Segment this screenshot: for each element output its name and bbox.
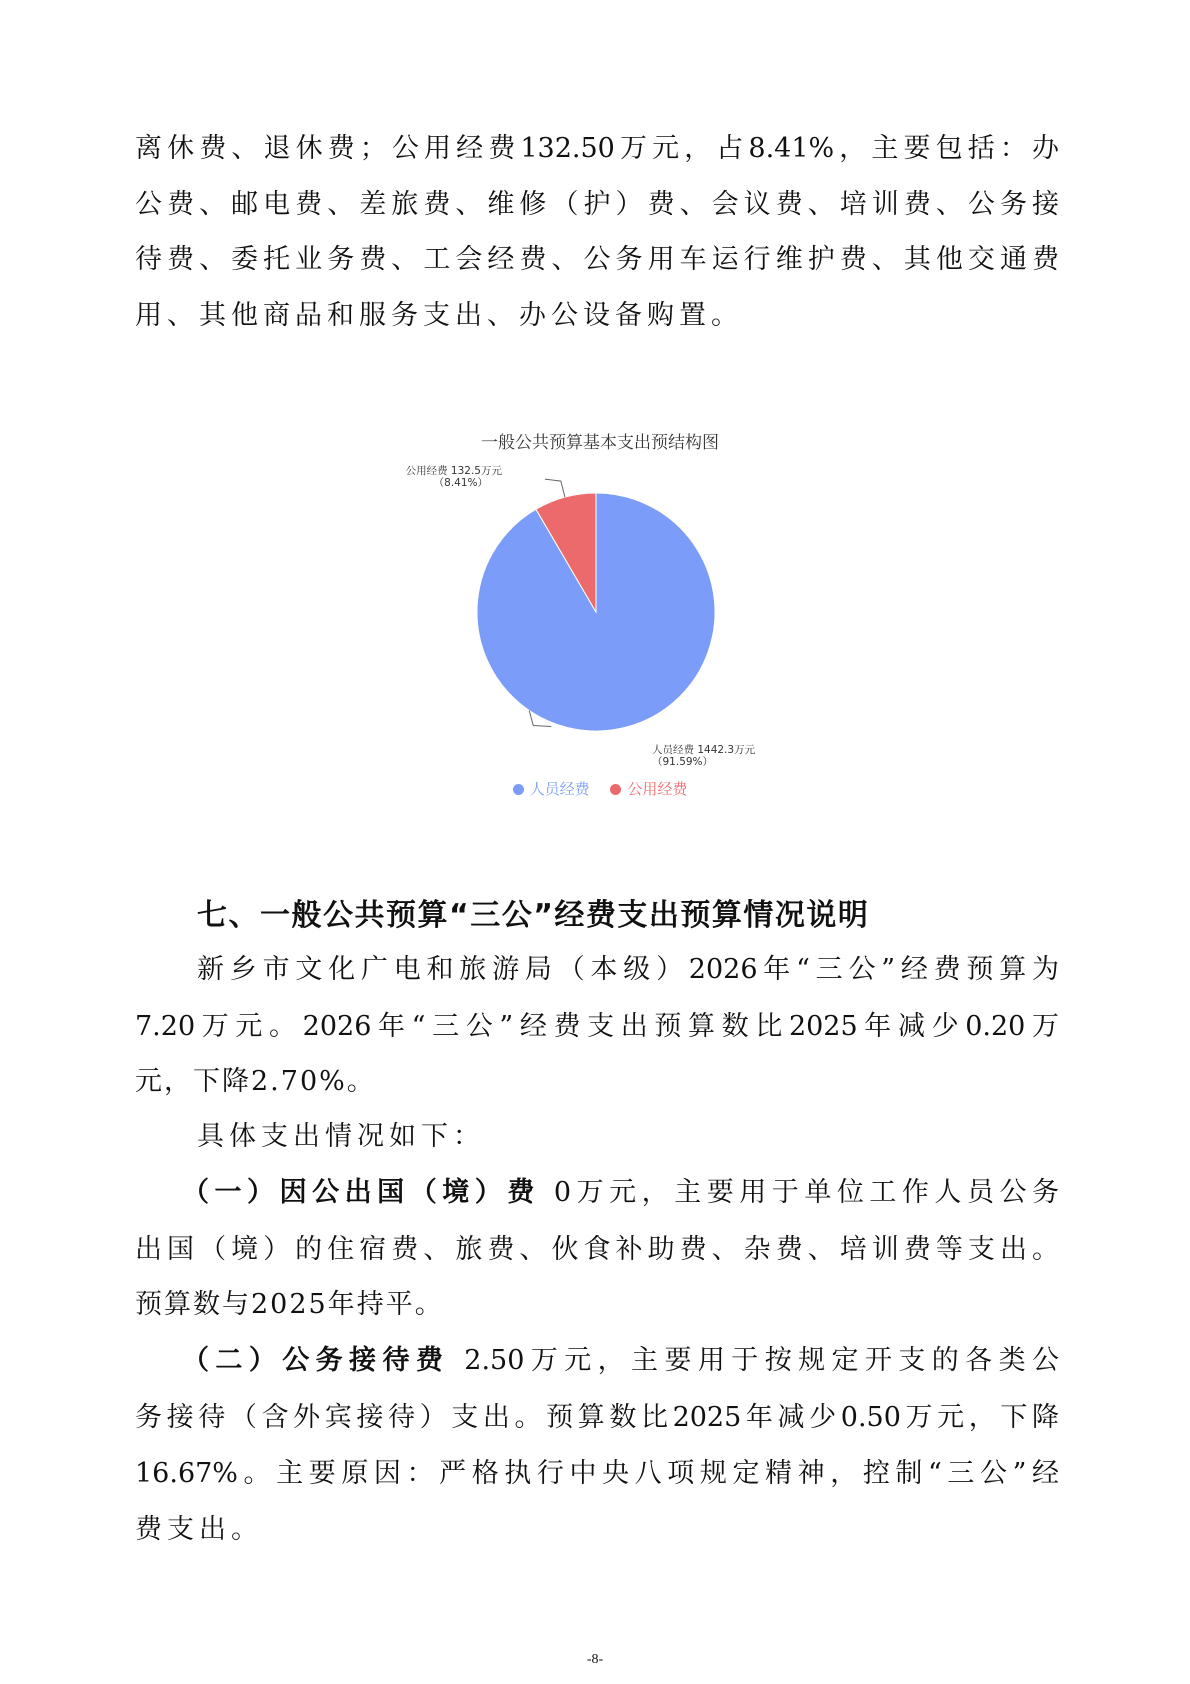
slice-label-public-name: 公用经费 132.5万元 [405,465,502,477]
paragraph-line: 7.20万元。2026年“三公”经费支出预算数比2025年减少0.20万 [135,1011,1059,1042]
section-heading: 七、一般公共预算“三公”经费支出预算情况说明 [197,898,870,933]
paragraph-line: 元，下降2.70%。 [135,1066,376,1097]
legend-item-public[interactable] [610,778,687,799]
item1-title: （一）因公出国（境）费 [182,1177,540,1208]
item1-text: 0万元，主要用于单位工作人员公务 [539,1177,1059,1208]
slice-label-public-percent: （8.41%） [433,477,488,489]
paragraph-line: 出国（境）的住宿费、旅费、伙食补助费、杂费、培训费等支出。 [135,1234,1059,1265]
legend-label: 人员经费 [529,780,590,798]
paragraph-line: 务接待（含外宾接待）支出。预算数比2025年减少0.50万元，下降 [135,1402,1059,1433]
paragraph-line: 待费、委托业务费、工会经费、公务用车运行维护费、其他交通费 [135,244,1059,275]
paragraph-line: 用、其他商品和服务支出、办公设备购置。 [135,300,743,331]
chart-title: 一般公共预算基本支出预结构图 [481,433,719,453]
chart-legend [400,778,800,799]
item2-title: （二）公务接待费 [182,1345,450,1376]
leader-line-public [545,479,565,497]
item2-first-line [182,1341,1059,1381]
slice-label-personnel-percent: （91.59%） [652,756,714,768]
page-number: -8- [586,1652,604,1667]
paragraph-line: 16.67%。主要原因：严格执行中央八项规定精神，控制“三公”经 [135,1458,1059,1489]
paragraph-line: 公费、邮电费、差旅费、维修（护）费、会议费、培训费、公务接 [135,189,1059,220]
paragraph-line: 费支出。 [135,1514,263,1545]
slice-label-personnel-name: 人员经费 1442.3万元 [652,744,756,756]
item2-text: 2.50万元，主要用于按规定开支的各类公 [449,1345,1059,1376]
item1-first-line [182,1173,1059,1213]
paragraph-line: 具体支出情况如下： [197,1121,485,1152]
paragraph-line: 新乡市文化广电和旅游局（本级）2026年“三公”经费预算为 [197,954,1059,985]
legend-dot-icon [513,784,524,795]
paragraph-line: 预算数与2025年持平。 [135,1289,444,1320]
slice-label-public [382,465,502,489]
slice-label-personnel [652,744,755,768]
paragraph-line: 离休费、退休费；公用经费132.50万元，占8.41%，主要包括：办 [135,133,1059,164]
pie-chart [400,420,800,810]
legend-item-personnel[interactable] [513,778,590,799]
legend-dot-icon [610,784,621,795]
legend-label: 公用经费 [627,780,688,798]
